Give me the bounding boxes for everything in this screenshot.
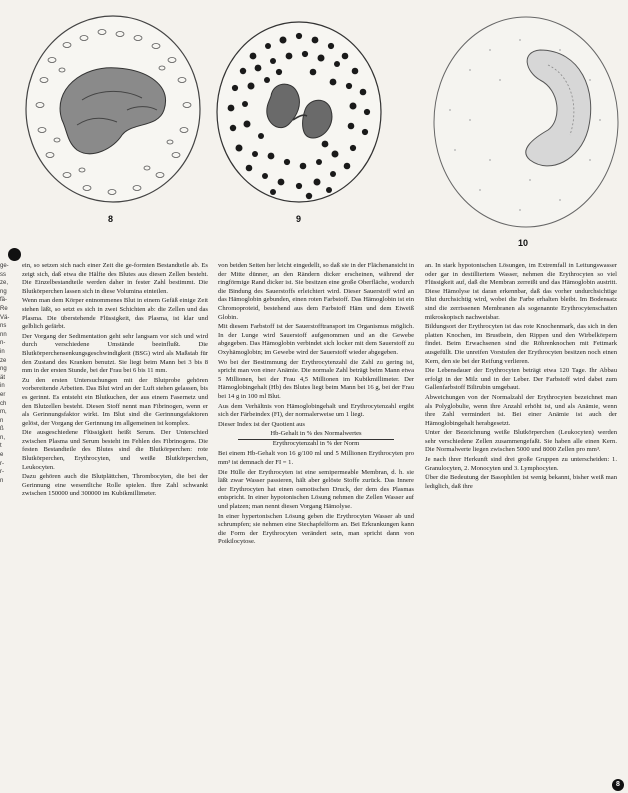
paragraph: von beiden Seiten her leicht eingedellt, so daß sie in der Flächenansicht in der Mitte dünner, an den Rändern dicker erscheinen, während der ringförmige Rand dicker ist. Sie besitzen eine große Oberfläche, wodurch die Bindung des Sauerstoffs erleichtert wird. Dieser Sauerstoff wird an das Hämoglobin gebunden, einen roten Farbstoff. Das Hämoglobin ist ein Chromoproteid, bestehend aus dem Farbstoff Häm und dem Eiweiß Globin. xyxy=(218,262,414,321)
eosinophil-granulocyte-drawing xyxy=(213,16,385,208)
margin-text: Vä- xyxy=(0,314,10,321)
paragraph: Die ausgeschiedene Flüssigkeit heißt Serum. Der Unterschied zwischen Plasma und Serum besteht im Fehlen des Fibrinogens. Die festen Bestandteile des Blutes sind die Blutkörperchen: rote Blutkörperchen, Erythrocyten, und weiße Blutkörperchen, Leukocyten. xyxy=(22,429,208,471)
margin-text: r- xyxy=(0,460,4,467)
margin-text: t xyxy=(0,443,2,450)
text-column-1 xyxy=(22,262,208,786)
monocyte-drawing xyxy=(430,10,622,232)
paragraph: ein, so setzen sich nach einer Zeit die ge-formten Bestandteile ab. Es zeigt sich, daß etwa die Hälfte des Blutes aus diesen Zellen besteht. Die Einzelbestandteile werden daher in fester Zahl bestimmt. Die Blutkörperchen lassen sich in diese Volumina einteilen. xyxy=(22,262,208,295)
paragraph: Die Hülle der Erythrocyten ist eine semipermeable Membran, d. h. sie läßt zwar Wasser passieren, hält aber gelöste Stoffe zurück. Das Innere der Erythrocyten hat einen osmotischen Druck, der dem des Plasmas entspricht. In einer hypotonischen Lösung nehmen die Zellen Wasser auf und platzen; man nennt diesen Vorgang Hämolyse. xyxy=(218,468,414,511)
text-column-3 xyxy=(425,262,617,786)
margin-text: ze xyxy=(0,357,7,364)
margin-text: Re xyxy=(0,305,8,312)
margin-text: ß xyxy=(0,426,4,433)
paragraph: Wenn man dem Körper entnommenes Blut in einem Gefäß einige Zeit stehen läßt, so setzt es sich in zwei Schichten ab: die Zellen und das Plasma. Die überstehende Flüssigkeit, das Plasma, ist klar und gelblich gefärbt. xyxy=(22,297,208,331)
margin-text: in xyxy=(0,383,5,390)
paragraph: Dazu gehören auch die Blutplättchen, Thrombocyten, die bei der Gerinnung eine wesentliche Rolle spielen. Ihre Zahl schwankt zwischen 150000 und 300000 im Kubikmillimeter. xyxy=(22,473,208,498)
margin-text: in xyxy=(0,348,5,355)
paragraph: Abweichungen von der Normalzahl der Erythrocyten bezeichnet man als Polyglobulie, wenn ihre Anzahl erhöht ist, und als Anämie, wenn ihre Zahl vermindert ist. Bei einer Anämie ist auch der Hämoglobingehalt herabgesetzt. xyxy=(425,393,617,427)
margin-text: n xyxy=(0,417,4,424)
section-bullet xyxy=(8,248,21,261)
paragraph: Unter der Bezeichnung weiße Blutkörperchen (Leukocyten) werden sehr verschiedene Zellen zusammengefaßt. Sie haben alle einen Kern. Die Normalwerte liegen zwischen 5000 und 8000 Zellen pro mm³. xyxy=(425,429,617,454)
figure-9 xyxy=(213,16,385,208)
neutrophil-granulocyte-drawing xyxy=(22,10,204,208)
paragraph: In einer hypertonischen Lösung geben die Erythrocyten Wasser ab und schrumpfen; sie nehmen eine Stechapfelform an. Bei Erkrankungen kann die Form der Erythrocyten verändert sein, man spricht dann von Poikilocytose. xyxy=(218,512,414,546)
paragraph: Bei einem Hb-Gehalt von 16 g/100 ml und 5 Millionen Erythrocyten pro mm³ ist demnach der FI = 1. xyxy=(218,450,414,467)
paragraph: Zu den ersten Untersuchungen mit der Blutprobe gehören vorbereitende Arbeiten. Das Blut wird an der Luft stehen gelassen, bis es gerinnt. Es entsteht ein Blutkuchen, der aus einem Fasernetz und den Blutzellen besteht. Diesen Stoff nennt man Fibrinogen, wenn er als Gerinnungsfaktor wirkt. Im Blut sind die Gerinnungsfaktoren gelöst, der Vorgang der Gerinnung im allgemeinen ist komplex. xyxy=(22,376,208,427)
figure-8 xyxy=(22,10,204,208)
margin-text: n- xyxy=(0,340,6,347)
formula-label: Dieser Index ist der Quotient aus xyxy=(218,420,305,428)
margin-text: m, xyxy=(0,409,7,416)
paragraph: Wo bei der Bestimmung der Erythrocytenzahl die Zahl zu gering ist, spricht man von einer Anämie. Die normale Zahl beträgt beim Mann etwa 5 Millionen, bei der Frau 4,5 Millionen im Kubikmillimeter. Der Hämoglobingehalt (Hb) des Blutes liegt beim Mann bei 16 g, bei der Frau bei 14 g in 100 ml Blut. xyxy=(218,358,414,400)
margin-text: ns xyxy=(0,323,7,330)
margin-text: fä- xyxy=(0,297,8,304)
figure-label: 9 xyxy=(296,214,302,224)
margin-text: ch xyxy=(0,400,7,407)
paragraph: Mit diesem Farbstoff ist der Sauerstofftransport im Organismus möglich. In der Lunge wird Sauerstoff aufgenommen und an die Gewebe abgegeben. Das Hämoglobin verbindet sich locker mit dem Sauerstoff zu Oxyhämoglobin; im Gewebe wird der Sauerstoff wieder abgegeben. xyxy=(218,323,414,356)
paragraph: Aus dem Verhältnis von Hämoglobingehalt und Erythrocytenzahl ergibt sich der Färbeindex (FI), der normalerweise um 1 liegt. xyxy=(218,402,414,419)
margin-text: ze, xyxy=(0,280,9,287)
paragraph: Je nach ihrer Herkunft sind drei große Gruppen zu unterscheiden: 1. Granulocyten, 2. Monocyten und 3. Lymphocyten. xyxy=(425,456,617,472)
paragraph: Bildungsort der Erythrocyten ist das rote Knochenmark, das sich in den platten Knochen, im Brustbein, den Rippen und den Wirbelkörpern findet. Beim Erwachsenen sind die Röhrenknochen mit Fettmark ausgefüllt. Die unreifen Vorstufen der Erythrocyten besitzen noch einen Kern, den sie bei der Reifung verlieren. xyxy=(425,323,617,365)
page-number: 8 xyxy=(612,779,624,791)
margin-fragment xyxy=(0,262,8,782)
figure-10 xyxy=(430,10,622,232)
margin-text: ng xyxy=(0,288,7,295)
figure-label: 8 xyxy=(108,214,114,224)
text-column-2 xyxy=(218,262,414,786)
margin-text: nn xyxy=(0,331,7,338)
margin-text: ät xyxy=(0,374,6,381)
paragraph: Über die Bedeutung der Basophilen ist wenig bekannt, bisher weiß man lediglich, daß ihre xyxy=(425,474,617,490)
paragraph: an. In stark hypotonischen Lösungen, im Extremfall in Leitungswasser oder gar in destilliertem Wasser, nehmen die Erythrocyten so viel Flüssigkeit auf, daß die Membran zerreißt und das Hämoglobin austritt. Diese Hämolyse ist daran erkennbar, daß das vorher undurchsichtige Blut durchsichtig wird, wobei die Farbe erhalten bleibt. Im Bodensatz sind die zerrissenen Membranen als sogenannte Erythrocytenschatten mikroskopisch nachweisbar. xyxy=(425,262,617,321)
margin-text: ge- xyxy=(0,263,9,269)
margin-text: er xyxy=(0,391,6,398)
margin-text: n xyxy=(0,477,4,484)
margin-text: n, xyxy=(0,434,6,441)
margin-text: e xyxy=(0,452,4,459)
paragraph: Der Vorgang der Sedimentation geht sehr langsam vor sich und wird durch verschiedene Umstände beeinflußt. Die Blutkörperchensenkungsgeschwindigkeit (BSG) wird als Maßstab für den Zustand des Kranken benutzt. Sie liegt beim Mann bei 3 bis 8 mm in der ersten Stunde, bei der Frau bei 6 bis 11 mm. xyxy=(22,332,208,375)
formula-denominator: Erythrocytenzahl in % der Norm xyxy=(272,439,360,447)
paragraph: Die Lebensdauer der Erythrocyten beträgt etwa 120 Tage. Ihr Abbau erfolgt in der Milz und in der Leber. Der Farbstoff wird dabei zum Gallenfarbstoff Bilirubin umgebaut. xyxy=(425,367,617,392)
margin-text: ng xyxy=(0,366,7,373)
formula-numerator: Hb-Gehalt in % des Normalwertes xyxy=(238,430,394,440)
margin-text: ss xyxy=(0,271,6,278)
figure-label: 10 xyxy=(518,238,529,248)
margin-text: r- xyxy=(0,469,4,476)
